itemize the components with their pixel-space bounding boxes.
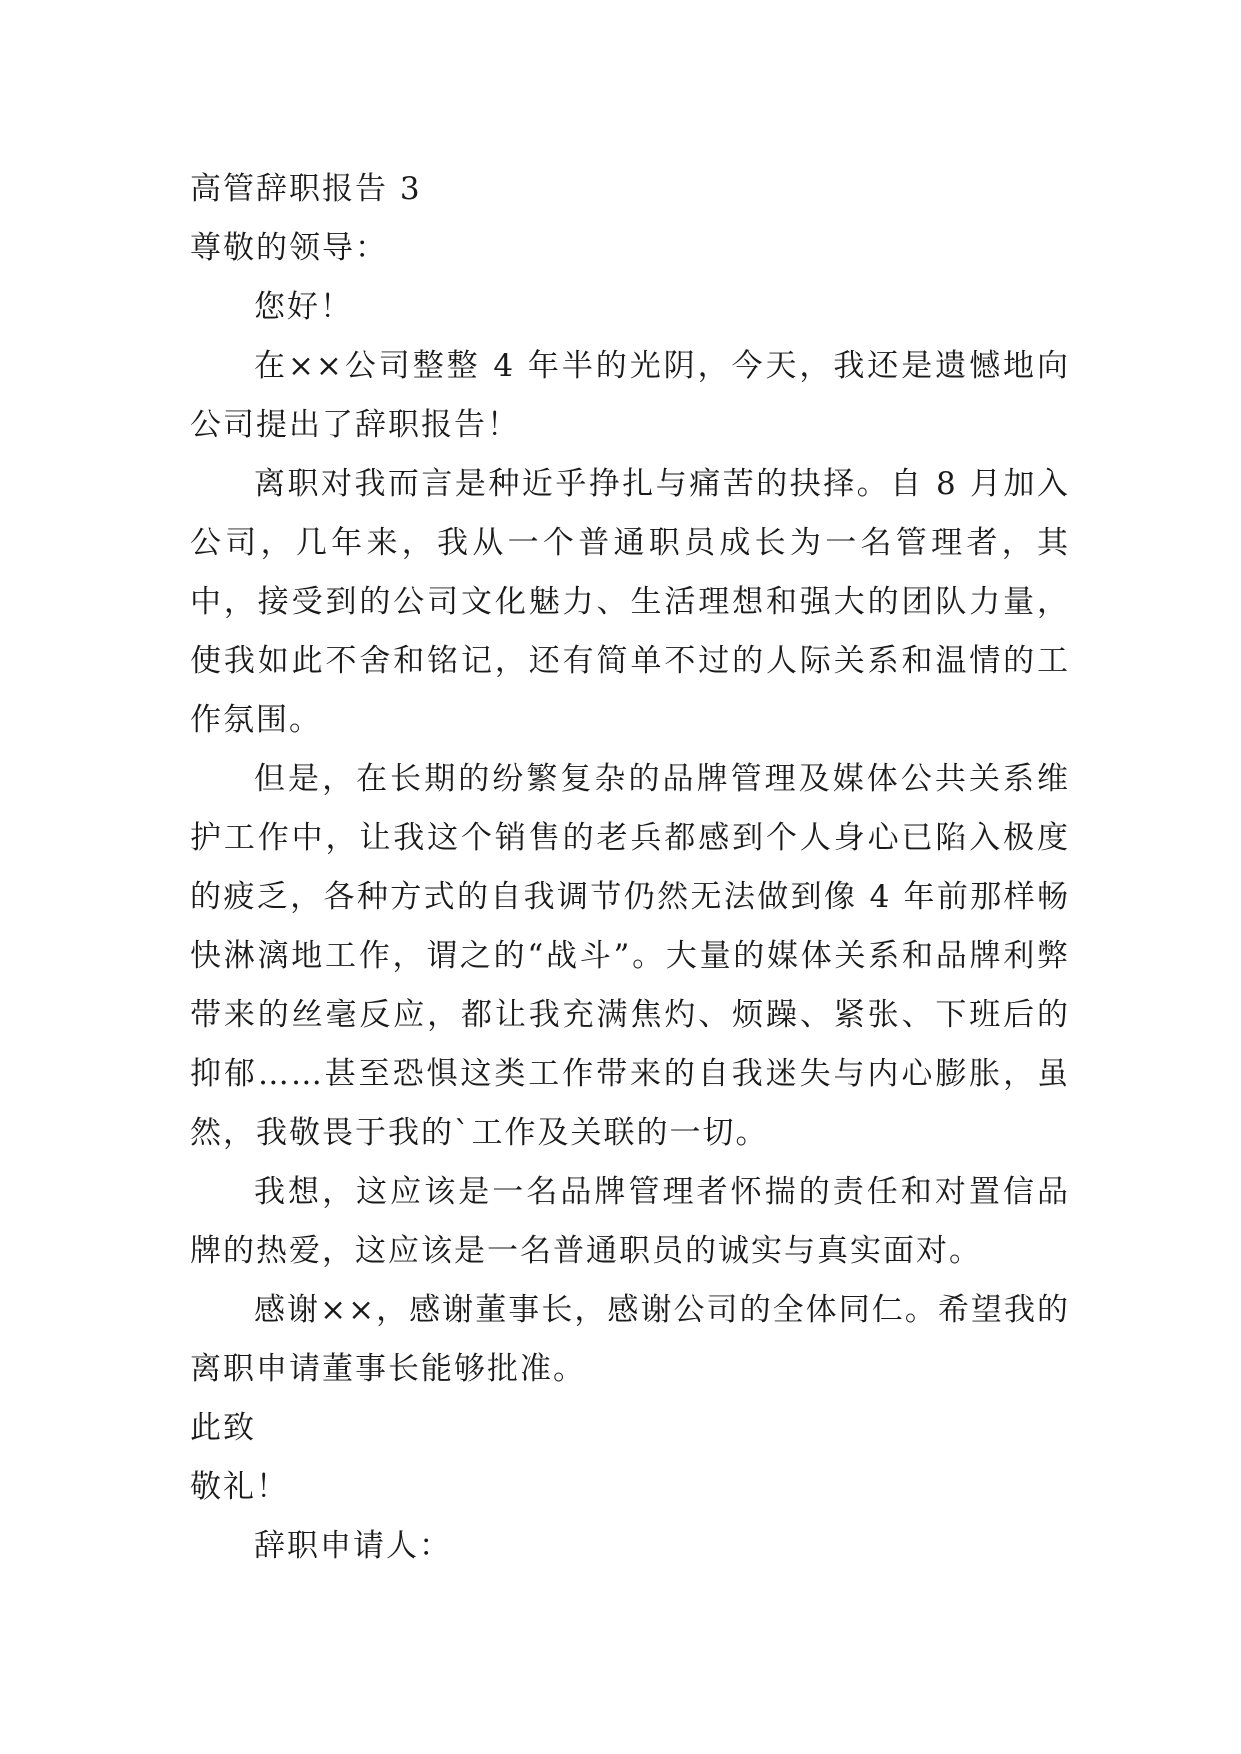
paragraph-2: 离职对我而言是种近乎挣扎与痛苦的抉择。自 8 月加入公司，几年来，我从一个普通职员成长为一名管理者，其中，接受到的公司文化魅力、生活理想和强大的团队力量，使我如此不舍和铭记，还有简单不过的人际关系和温情的工作氛围。	[190, 466, 1070, 738]
document-title: 高管辞职报告 3	[190, 171, 422, 207]
paragraph-4: 我想，这应该是一名品牌管理者怀揣的责任和对置信品牌的热爱，这应该是一名普通职员的诚实与真实面对。	[190, 1174, 1070, 1269]
greeting: 您好！	[254, 289, 353, 325]
paragraph-3: 但是，在长期的纷繁复杂的品牌管理及媒体公共关系维护工作中，让我这个销售的老兵都感到个人身心已陷入极度的疲乏，各种方式的自我调节仍然无法做到像 4 年前那样畅快淋漓地工作，谓之的“战斗”。大量的媒体关系和品牌利弊带来的丝毫反应，都让我充满焦灼、烦躁、紧张、下班后的抑郁……甚至恐惧这类工作带来的自我迷失与内心膨胀，虽然，我敬畏于我的`工作及关联的一切。	[190, 761, 1070, 1151]
salutation: 尊敬的领导：	[190, 230, 388, 266]
paragraph-5: 感谢××，感谢董事长，感谢公司的全体同仁。希望我的离职申请董事长能够批准。	[190, 1292, 1070, 1387]
paragraph-1: 在××公司整整 4 年半的光阴，今天，我还是遗憾地向公司提出了辞职报告！	[190, 348, 1070, 443]
signature-label: 辞职申请人：	[254, 1528, 452, 1564]
document-body	[190, 160, 1070, 1576]
closing-line-2: 敬礼！	[190, 1469, 289, 1505]
closing-line-1: 此致	[190, 1410, 256, 1446]
